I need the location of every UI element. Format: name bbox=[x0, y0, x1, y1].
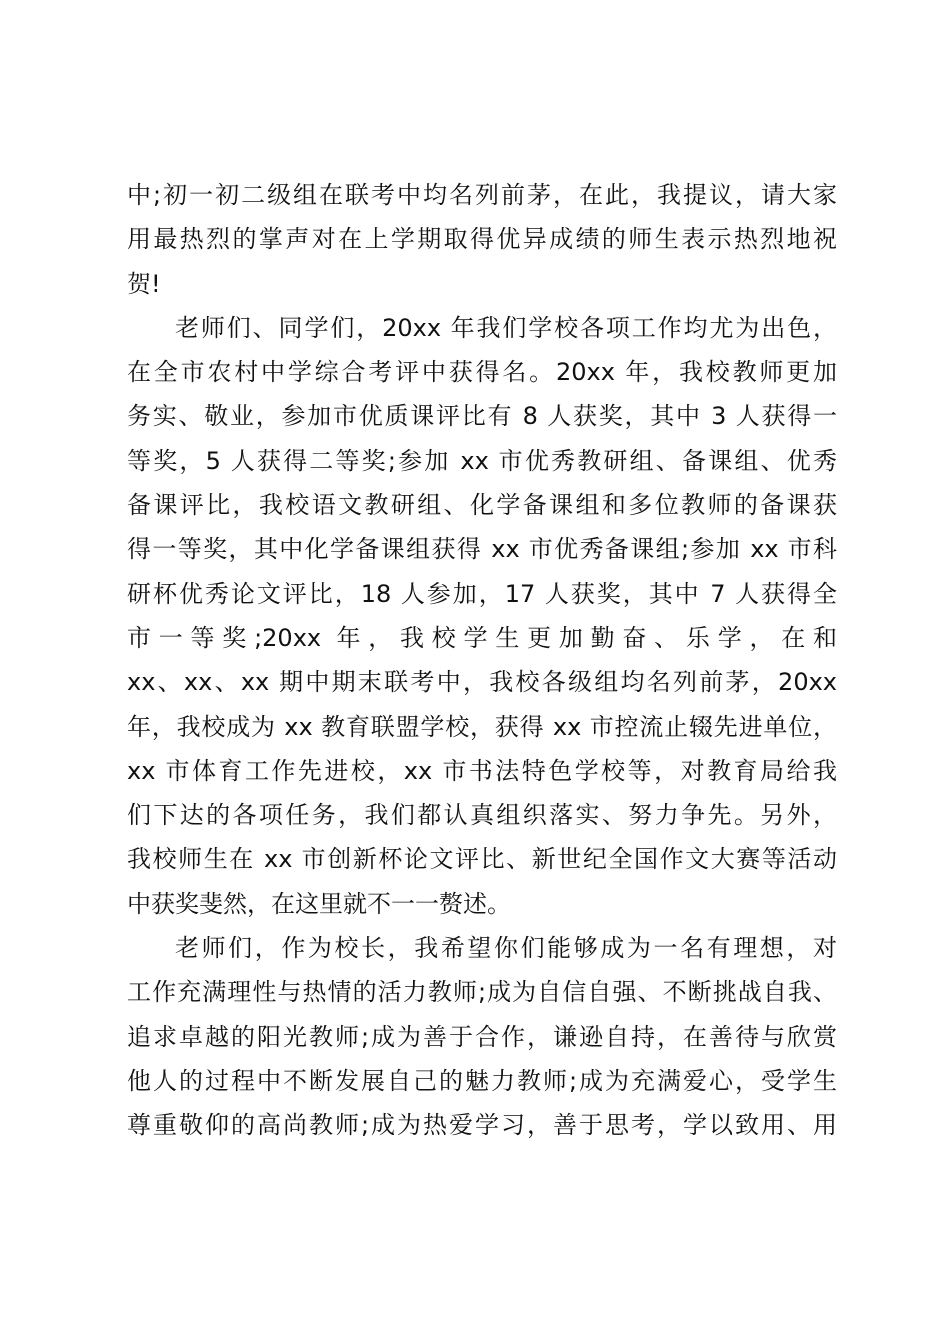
text-line: 备课评比，我校语文教研组、化学备课组和多位教师的备课获 bbox=[127, 491, 837, 520]
text-line: 用最热烈的掌声对在上学期取得优异成绩的师生表示热烈地祝 bbox=[127, 225, 837, 254]
text-line: 研杯优秀论文评比，18 人参加，17 人获奖，其中 7 人获得全 bbox=[127, 579, 837, 608]
text-line: 市一等奖;20xx 年，我校学生更加勤奋、乐学，在和 bbox=[127, 623, 837, 652]
text-line: 在全市农村中学综合考评中获得名。20xx 年，我校教师更加 bbox=[127, 358, 837, 387]
text-line: 老师们、同学们，20xx 年我们学校各项工作均尤为出色， bbox=[175, 313, 837, 342]
text-line: 务实、敬业，参加市优质课评比有 8 人获奖，其中 3 人获得一 bbox=[127, 402, 837, 431]
text-line: 中获奖斐然，在这里就不一一赘述。 bbox=[127, 889, 511, 918]
text-line: 追求卓越的阳光教师;成为善于合作，谦逊自持，在善待与欣赏 bbox=[127, 1022, 837, 1051]
text-line: 工作充满理性与热情的活力教师;成为自信自强、不断挑战自我、 bbox=[127, 978, 837, 1007]
text-line: 我校师生在 xx 市创新杯论文评比、新世纪全国作文大赛等活动 bbox=[127, 845, 837, 874]
text-line: 尊重敬仰的高尚教师;成为热爱学习，善于思考，学以致用、用 bbox=[127, 1111, 837, 1140]
text-line: 年，我校成为 xx 教育联盟学校，获得 xx 市控流止辍先进单位， bbox=[127, 712, 837, 741]
text-line: 老师们，作为校长，我希望你们能够成为一名有理想，对 bbox=[175, 934, 837, 963]
text-line: 等奖，5 人获得二等奖;参加 xx 市优秀教研组、备课组、优秀 bbox=[127, 446, 837, 475]
text-line: 得一等奖，其中化学备课组获得 xx 市优秀备课组;参加 xx 市科 bbox=[127, 535, 837, 564]
text-line: 他人的过程中不断发展自己的魅力教师;成为充满爱心，受学生 bbox=[127, 1066, 837, 1095]
text-line: 中;初一初二级组在联考中均名列前茅，在此，我提议，请大家 bbox=[127, 181, 837, 209]
text-line: 贺! bbox=[127, 269, 161, 298]
text-line: 们下达的各项任务，我们都认真组织落实、努力争先。另外， bbox=[127, 801, 837, 830]
document-body bbox=[127, 173, 837, 1148]
text-line: xx、xx、xx 期中期末联考中，我校各级组均名列前茅，20xx bbox=[127, 668, 837, 697]
text-line: xx 市体育工作先进校，xx 市书法特色学校等，对教育局给我 bbox=[127, 756, 837, 785]
